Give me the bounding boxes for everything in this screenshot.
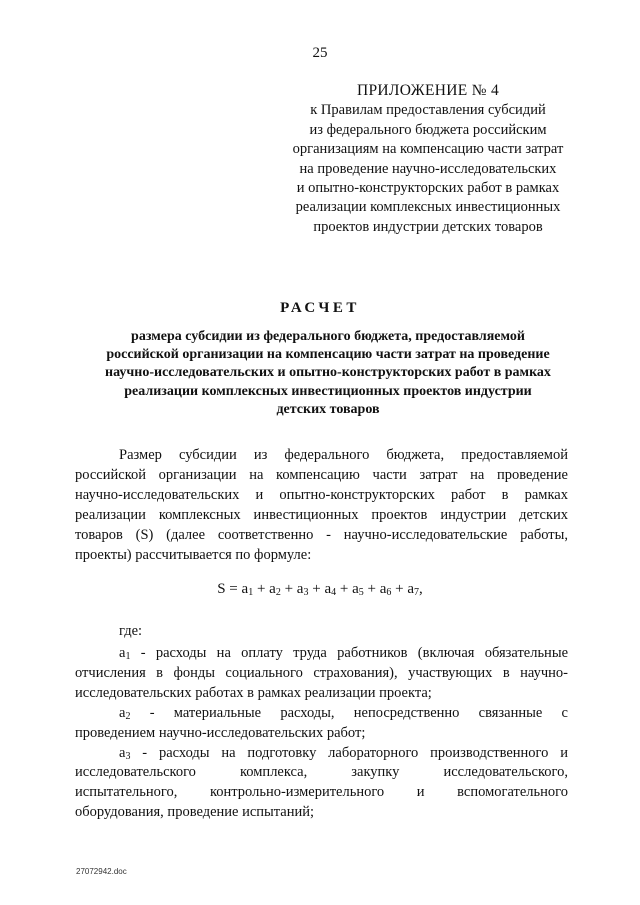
definition-first-line: $a_2$ - материальные расходы, непосредственно связанные с <box>119 704 568 722</box>
paragraph-line: проекты) рассчитывается по формуле: <box>75 546 312 563</box>
formula-term: $a_7$ <box>407 581 420 598</box>
formula-operator: + <box>391 581 408 597</box>
formula-term: $a_2$ <box>269 581 281 598</box>
definition-first-line: $a_1$ - расходы на оплату труда работников (включая обязательные <box>119 645 568 662</box>
subsidy-formula <box>0 581 640 598</box>
definition-line: оборудования, проведение испытаний; <box>75 804 315 821</box>
paragraph-line: Размер субсидии из федерального бюджета, предоставляемой <box>119 447 568 463</box>
definition-line: проведением научно-исследовательских работ; <box>75 724 366 741</box>
appendix-line: на проведение научно-исследовательских <box>299 160 557 177</box>
document-subtitle <box>88 328 568 419</box>
formula-term: $a_3$ <box>296 581 309 598</box>
definition-line: исследовательского комплекса, закупку исследовательского, <box>75 764 568 781</box>
appendix-line: организациям на компенсацию части затрат <box>292 141 564 158</box>
subtitle-line: реализации комплексных инвестиционных проектов индустрии <box>124 383 532 399</box>
paragraph-line: российской организации на компенсацию части затрат на проведение <box>75 466 568 483</box>
formula-lhs: S = <box>217 581 242 597</box>
formula-tail: , <box>419 581 423 597</box>
paragraph-line: научно-исследовательских и опытно-конструкторских работ в рамках <box>75 486 568 503</box>
document-title: РАСЧЕТ <box>280 300 360 316</box>
appendix-line: и опытно-конструкторских работ в рамках <box>296 180 560 197</box>
appendix-line: реализации комплексных инвестиционных <box>295 199 561 216</box>
definition-symbol: $a_3$ <box>119 744 131 762</box>
paragraph-line: реализации комплексных инвестиционных проектов индустрии детских <box>75 506 568 523</box>
formula-operator: + <box>336 581 353 597</box>
formula-operator: + <box>308 581 325 597</box>
formula-operator: + <box>363 581 380 597</box>
formula-term: $a_5$ <box>352 581 364 598</box>
appendix-line: к Правилам предоставления субсидий <box>310 102 546 119</box>
formula-term: $a_6$ <box>379 581 392 598</box>
paragraph-line: товаров (S) (далее соответственно - научно-исследовательские работы, <box>75 526 568 543</box>
definition-first-line: $a_3$ - расходы на подготовку лабораторного производственного и <box>119 744 568 762</box>
formula-term: $a_1$ <box>241 581 254 598</box>
subtitle-line: размера субсидии из федерального бюджета, предоставляемой <box>131 329 525 344</box>
appendix-line: из федерального бюджета российским <box>309 121 547 138</box>
definition-line: исследовательских работах в рамках реализации проекта; <box>75 684 432 701</box>
formula-operator: + <box>253 581 270 597</box>
definition-symbol: $a_2$ <box>119 704 131 722</box>
footer-filename: 27072942.doc <box>76 867 127 876</box>
page-number: 25 <box>312 45 328 61</box>
definition-line: испытательного, контрольно-измерительного и вспомогательного <box>75 784 568 801</box>
appendix-title: ПРИЛОЖЕНИЕ № 4 <box>356 82 500 99</box>
subtitle-line: российской организации на компенсацию части затрат на проведение <box>106 347 550 363</box>
intro-paragraph <box>75 446 568 565</box>
definitions-list <box>75 644 568 823</box>
definition-line: отчисления в фонды социального страхования), участвующих в научно- <box>75 664 568 681</box>
subtitle-line: научно-исследовательских и опытно-конструкторских работ в рамках <box>105 365 551 381</box>
appendix-line: проектов индустрии детских товаров <box>313 218 543 235</box>
formula-term: $a_4$ <box>324 581 337 598</box>
appendix-header <box>268 81 588 237</box>
definition-symbol: $a_1$ <box>119 645 131 662</box>
formula-operator: + <box>280 581 297 597</box>
where-label: где: <box>119 623 143 639</box>
subtitle-line: детских товаров <box>276 401 380 417</box>
where-label-block <box>75 622 568 642</box>
